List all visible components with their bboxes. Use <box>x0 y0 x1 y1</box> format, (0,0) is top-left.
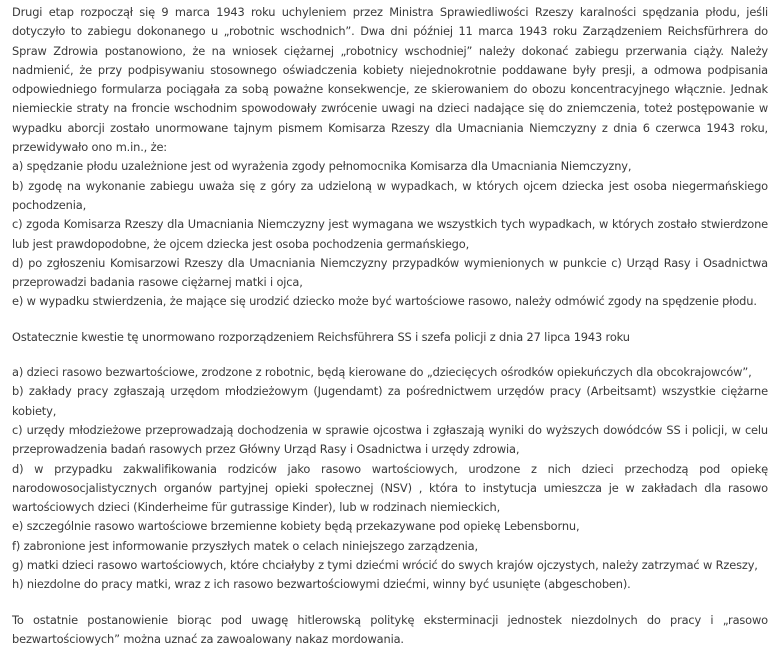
list-item: g) matki dzieci rasowo wartościowych, które chciałyby z tymi dziećmi wrócić do swych krajów ojczystych, należy zatrzymać w Rzeszy, <box>12 558 758 573</box>
paragraph-spacer <box>12 595 768 611</box>
paragraph-spacer <box>12 347 768 363</box>
list-item: a) spędzanie płodu uzależnione jest od wyrażenia zgody pełnomocnika Komisarza dla Umacniania Niemczyzny, <box>12 159 632 174</box>
list-item: a) dzieci rasowo bezwartościowe, zrodzone z robotnic, będą kierowane do „dziecięcych ośrodków opiekuńczych dla obcokrajowców”, <box>12 365 752 380</box>
regulation-list <box>12 363 768 595</box>
list-item: c) zgoda Komisarza Rzeszy dla Umacniania Niemczyzny jest wymagana we wszystkich tych wypadkach, w których zostało stwierdzone lub jest prawdopodobne, że ojcem dziecka jest osoba pochodzenia germańskiego, <box>12 217 768 251</box>
regulation-paragraph: Ostatecznie kwestie tę unormowano rozporządzeniem Reichsführera SS i szefa policji z dnia 27 lipca 1943 roku <box>12 329 630 344</box>
list-item: e) w wypadku stwierdzenia, że mające się urodzić dziecko może być wartościowe rasowo, należy odmówić zgody na spędzenie płodu. <box>12 294 757 309</box>
conclusion-paragraph: To ostatnie postanowienie biorąc pod uwagę hitlerowską politykę eksterminacji jednostek niezdolnych do pracy i „rasowo bezwartościowych” można uznać za zawoalowany nakaz mordowania. <box>12 612 768 646</box>
list-item: h) niezdolne do pracy matki, wraz z ich rasowo bezwartościowymi dziećmi, winny być usunięte (abgeschoben). <box>12 577 631 592</box>
intro-paragraph: Drugi etap rozpoczął się 9 marca 1943 roku uchyleniem przez Ministra Sprawiedliwości Rzeszy karalności spędzania płodu, jeśli dotyczyło to zabiegu dokonanego u „robotnic wschodnich”. Dwa dni później 11 marca 1943 roku Zarządzeniem Reichsfürhrera do Spraw Zdrowia postanowiono, że na wniosek ciężarnej „robotnicy wschodniej” należy dokonać zabiegu przerwania ciąży. Należy nadmienić, że przy podpisywaniu stosownego oświadczenia kobiety niejednokrotnie poddawane były presji, a odmowa podpisania odpowiedniego formularza pociągała za sobą poważne konsekwencje, ze skierowaniem do obozu koncentracyjnego włącznie. Jednak niemieckie straty na froncie wschodnim spowodowały zwrócenie uwagi na dzieci nadające się do zniemczenia, toteż postępowanie w wypadku aborcji zostało unormowane tajnym pismem Komisarza Rzeszy dla Umacniania Niemczyzny z dnia 6 czerwca 1943 roku, przewidywało ono m.in., że: <box>12 5 768 155</box>
list-item: b) zakłady pracy zgłaszają urzędom młodzieżowym (Jugendamt) za pośrednictwem urzędów pracy (Arbeitsamt) wszystkie ciężarne kobiety, <box>12 384 768 418</box>
list-item: d) w przypadku zakwalifikowania rodziców jako rasowo wartościowych, urodzone z nich dzieci przechodzą pod opiekę narodowosocjalistycznych organów partyjnej opieki społecznej (NSV) , która to instytucja umieszcza je w zakładach dla rasowo wartościowych dzieci (Kinderheime für gutrassige Kinder), lub w rodzinach niemieckich, <box>12 461 768 515</box>
paragraph-spacer <box>12 312 768 328</box>
list-item: c) urzędy młodzieżowe przeprowadzają dochodzenia w sprawie ojcostwa i zgłaszają wyniki do wyższych dowódców SS i policji, w celu przeprowadzenia badań rasowych przez Główny Urząd Rasy i Osadnictwa i urzędy zdrowia, <box>12 422 768 457</box>
article-body <box>12 3 768 649</box>
list-item: f) zabronione jest informowanie przyszłych matek o celach niniejszego zarządzenia, <box>12 538 478 553</box>
list-item: b) zgodę na wykonanie zabiegu uważa się z góry za udzieloną w wypadkach, w których ojcem dziecka jest osoba niegermańskiego pochodzenia, <box>12 178 768 212</box>
abortion-rules-list <box>12 157 768 311</box>
list-item: d) po zgłoszeniu Komisarzowi Rzeszy dla Umacniania Niemczyzny przypadków wymienionych w punkcie c) Urząd Rasy i Osadnictwa przeprowadzi badania rasowe ciężarnej matki i ojca, <box>12 255 768 290</box>
list-item: e) szczególnie rasowo wartościowe brzemienne kobiety będą przekazywane pod opiekę Lebensbornu, <box>12 519 580 534</box>
